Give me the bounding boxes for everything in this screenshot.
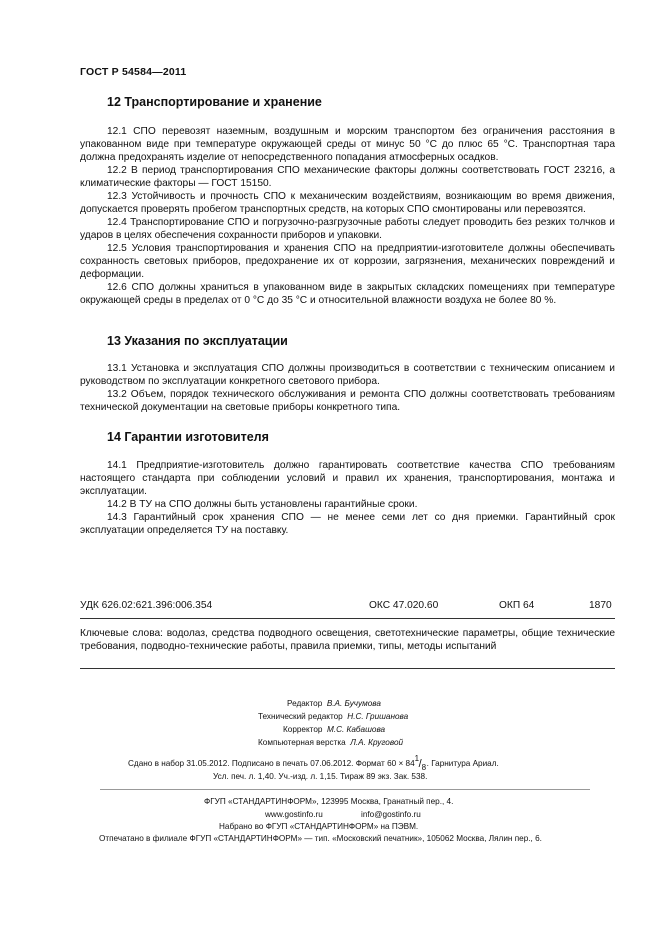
publisher-address: ФГУП «СТАНДАРТИНФОРМ», 123995 Москва, Гранатный пер., 4. — [204, 797, 454, 806]
fraction-denominator: 8 — [421, 763, 427, 772]
format-fraction: 1 / 8 — [414, 754, 427, 772]
paragraph-14-3: 14.3 Гарантийный срок хранения СПО — не менее семи лет со дня приемки. Гарантийный срок эксплуатации определяется ТУ на поставку. — [80, 512, 615, 536]
paragraph-12-5: 12.5 Условия транспортирования и хранения СПО на предприятии-изготовителе должны обеспечивать сохранность световых приборов, предохранение их от коррозии, загрязнения, механических повреждений и деформации. — [80, 243, 615, 280]
paragraph-12-3: 12.3 Устойчивость и прочность СПО к механическим воздействиям, возникающим во время движения, допускается проверять пробегом транспортных средств, на которых СПО смонтированы или перевозятся. — [80, 191, 615, 215]
paragraph-12-1: 12.1 СПО перевозят наземным, воздушным и морским транспортом без ограничения расстояния в упакованном виде при температуре окружающей среды от минус 50 °С до плюс 65 °С. Транспортная тара должна предохранять изделие от непосредственного попадания атмосферных осадков. — [80, 126, 615, 163]
tech-editor-role: Технический редактор — [258, 712, 343, 721]
editor-role: Редактор — [287, 699, 323, 708]
divider-top — [80, 618, 615, 619]
udk-code: УДК 626.02:621.396:006.354 — [80, 600, 213, 611]
section-14-body — [80, 459, 615, 537]
layout-line — [258, 738, 403, 747]
imprint-divider — [100, 789, 590, 790]
layout-name: Л.А. Круговой — [350, 738, 404, 747]
paragraph-12-2: 12.2 В период транспортирования СПО механические факторы должны соответствовать ГОСТ 23216, а климатические факторы — ГОСТ 15150. — [80, 165, 615, 189]
section-14-title: 14 Гарантии изготовителя — [107, 430, 269, 444]
corrector-name: М.С. Кабашова — [327, 725, 386, 734]
paragraph-12-4: 12.4 Транспортирование СПО и погрузочно-разгрузочные работы следует проводить без резких толчков и ударов в целях обеспечения сохранности приборов и упаковки. — [80, 217, 615, 241]
corrector-line — [283, 725, 385, 734]
section-12-title: 12 Транспортирование и хранение — [107, 95, 322, 109]
paragraph-13-1: 13.1 Установка и эксплуатация СПО должны производиться в соответствии с техническим описанием и руководством по эксплуатации конкретного светового прибора. — [80, 363, 615, 387]
tech-editor-line — [258, 712, 408, 721]
corrector-role: Корректор — [283, 725, 323, 734]
publisher-email: info@gostinfo.ru — [361, 810, 421, 819]
okp-code: ОКП 64 — [499, 600, 535, 611]
keywords: Ключевые слова: водолаз, средства подводного освещения, светотехнические параметры, общие технические требования, подводно-технические работы, правила приемки, типы, методы испытаний — [80, 628, 615, 652]
okp-subcode: 1870 — [589, 600, 612, 611]
paragraph-12-6: 12.6 СПО должны храниться в упакованном виде в закрытых складских помещениях при температуре окружающей среды в пределах от 0 °С до 35 °С и относительной влажности воздуха не более 80 %. — [80, 282, 615, 306]
printing-house: Отпечатано в филиале ФГУП «СТАНДАРТИНФОРМ» — тип. «Московский печатник», 105062 Москва, Лялин пер., 6. — [99, 834, 542, 843]
fraction-numerator: 1 — [414, 754, 420, 763]
layout-role: Компьютерная верстка — [258, 738, 346, 747]
editor-line — [287, 699, 381, 708]
typeface-note: . Гарнитура Ариал. — [426, 759, 499, 769]
section-13-body — [80, 362, 615, 414]
print-details-line — [128, 754, 499, 772]
publisher-website: www.gostinfo.ru — [265, 810, 323, 819]
paragraph-13-2: 13.2 Объем, порядок технического обслуживания и ремонта СПО должны соответствовать требованиям технической документации на световые приборы конкретного типа. — [80, 389, 615, 413]
sheets-line: Усл. печ. л. 1,40. Уч.-изд. л. 1,15. Тираж 89 экз. Зак. 538. — [213, 772, 428, 781]
print-dates: Сдано в набор 31.05.2012. Подписано в печать 07.06.2012. Формат 60 × 84 — [128, 759, 415, 769]
document-header: ГОСТ Р 54584—2011 — [80, 66, 187, 78]
typeset-note: Набрано во ФГУП «СТАНДАРТИНФОРМ» на ПЭВМ. — [219, 822, 419, 831]
paragraph-14-1: 14.1 Предприятие-изготовитель должно гарантировать соответствие качества СПО требованиям настоящего стандарта при соблюдении условий и правил их хранения, транспортирования, монтажа и эксплуатации. — [80, 460, 615, 497]
paragraph-14-2: 14.2 В ТУ на СПО должны быть установлены гарантийные сроки. — [107, 499, 418, 510]
divider-bottom — [80, 668, 615, 669]
section-13-title: 13 Указания по эксплуатации — [107, 334, 288, 348]
oks-code: ОКС 47.020.60 — [369, 600, 439, 611]
tech-editor-name: Н.С. Гришанова — [347, 712, 409, 721]
section-12-body — [80, 125, 615, 307]
editor-name: В.А. Бучумова — [326, 699, 381, 708]
